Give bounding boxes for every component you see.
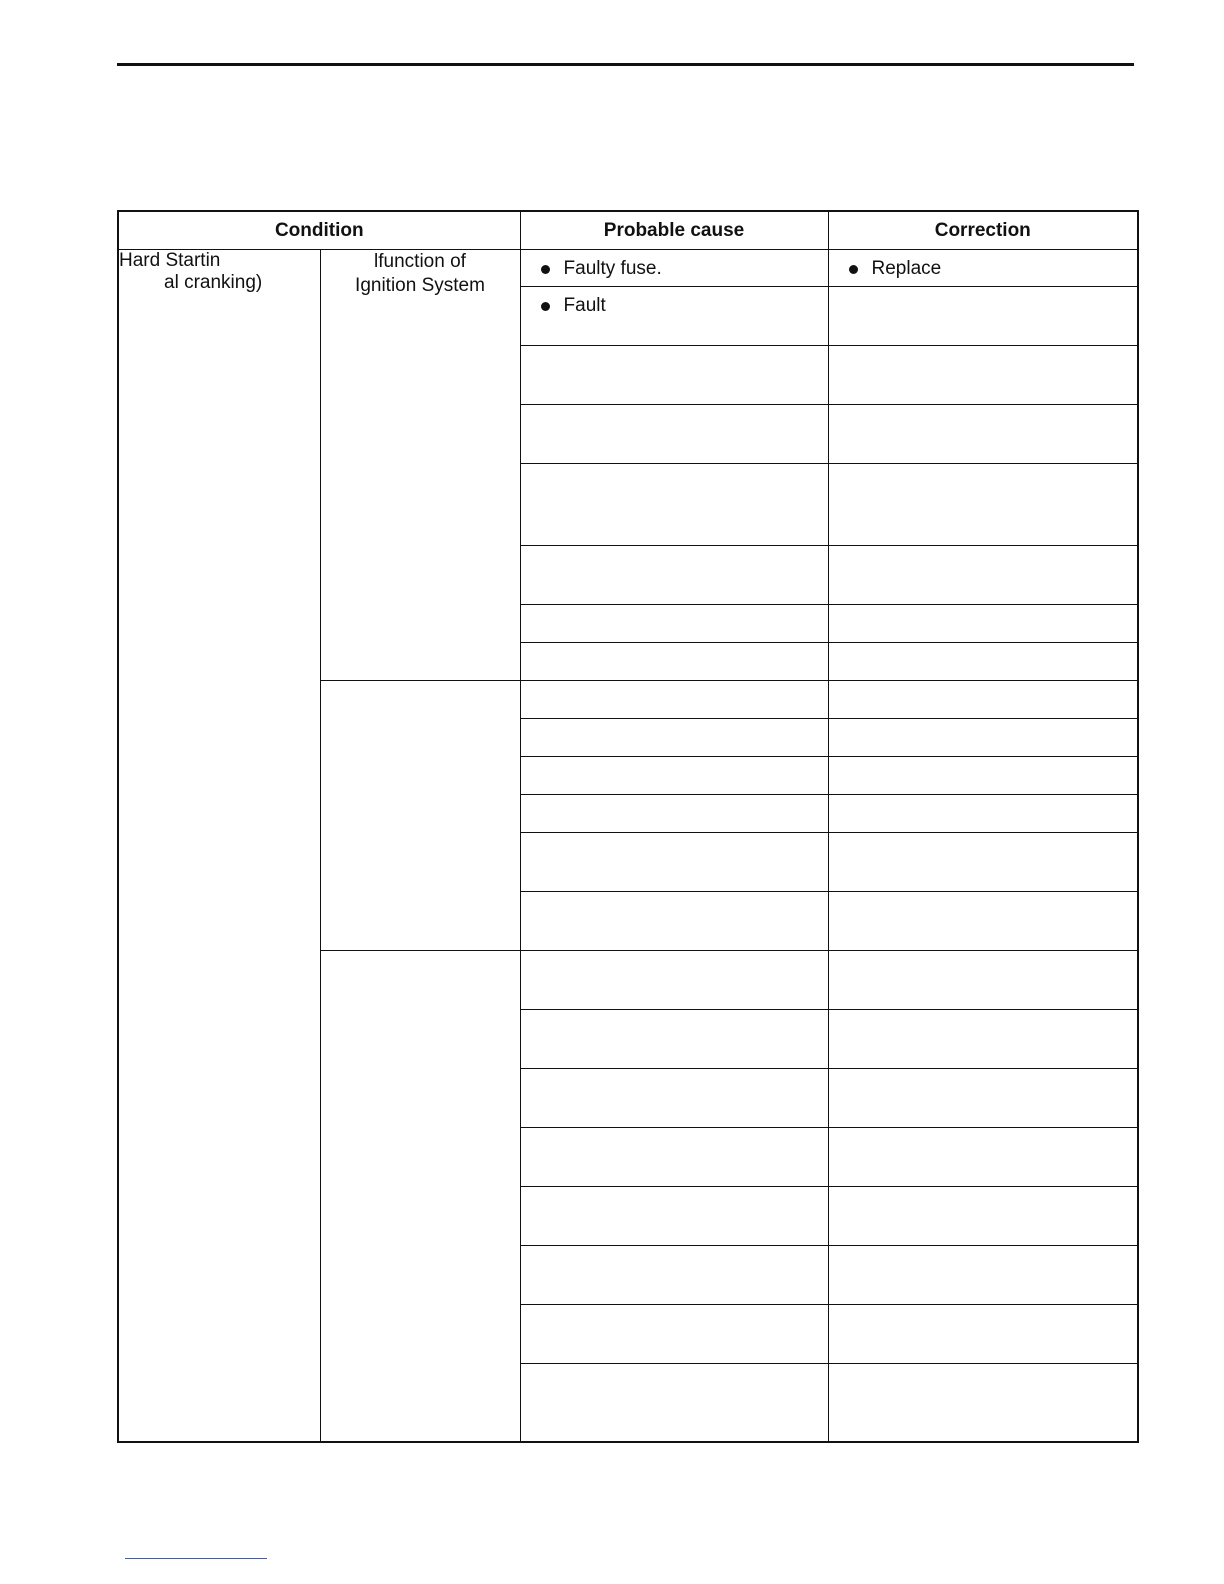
footer-link-underline — [125, 1558, 267, 1559]
cause-cell — [520, 346, 828, 405]
header-row — [118, 211, 1138, 250]
condition-main-line2: al cranking) — [164, 272, 263, 293]
header-correction: Correction — [828, 211, 1138, 250]
correction-cell — [828, 1187, 1138, 1246]
table-row — [118, 250, 1138, 287]
top-rule — [117, 63, 1134, 66]
header-probable-cause: Probable cause — [520, 211, 828, 250]
subcondition-1-line1: lfunction of — [374, 251, 466, 272]
correction-cell — [828, 1246, 1138, 1305]
correction-cell — [828, 405, 1138, 464]
correction-cell — [828, 681, 1138, 719]
cause-cell — [520, 605, 828, 643]
correction-cell — [828, 719, 1138, 757]
subcondition-cell-2 — [320, 681, 520, 951]
correction-cell — [828, 757, 1138, 795]
cause-cell — [520, 1128, 828, 1187]
correction-cell — [828, 605, 1138, 643]
cause-cell — [520, 892, 828, 951]
cause-cell — [520, 1069, 828, 1128]
correction-cell — [828, 1364, 1138, 1442]
correction-cell — [828, 951, 1138, 1010]
cause-cell — [520, 287, 828, 346]
correction-cell — [828, 643, 1138, 681]
correction-cell — [828, 287, 1138, 346]
cause-cell — [520, 250, 828, 287]
cause-cell — [520, 1187, 828, 1246]
cause-cell — [520, 833, 828, 892]
cause-cell — [520, 405, 828, 464]
cause-cell — [520, 643, 828, 681]
troubleshooting-table — [117, 210, 1139, 1443]
correction-cell — [828, 1010, 1138, 1069]
correction-cell — [828, 464, 1138, 546]
cause-text: Fault — [563, 295, 606, 316]
correction-cell — [828, 833, 1138, 892]
cause-cell — [520, 1010, 828, 1069]
correction-cell — [828, 250, 1138, 287]
subcondition-cell-1 — [320, 250, 520, 681]
cause-cell — [520, 1364, 828, 1442]
condition-main-line1: Hard Startin — [119, 250, 221, 271]
bullet-icon — [849, 265, 858, 274]
cause-cell — [520, 951, 828, 1010]
cause-cell — [520, 795, 828, 833]
cause-text: Faulty fuse. — [563, 258, 662, 279]
correction-text: Replace — [871, 258, 942, 279]
cause-cell — [520, 681, 828, 719]
header-condition: Condition — [118, 211, 520, 250]
condition-main-cell — [118, 250, 320, 1442]
subcondition-cell-3 — [320, 951, 520, 1442]
correction-cell — [828, 892, 1138, 951]
correction-cell — [828, 346, 1138, 405]
correction-cell — [828, 1069, 1138, 1128]
correction-cell — [828, 795, 1138, 833]
cause-cell — [520, 719, 828, 757]
bullet-icon — [541, 302, 550, 311]
cause-cell — [520, 757, 828, 795]
cause-cell — [520, 464, 828, 546]
correction-cell — [828, 546, 1138, 605]
correction-cell — [828, 1128, 1138, 1187]
correction-cell — [828, 1305, 1138, 1364]
cause-cell — [520, 546, 828, 605]
cause-cell — [520, 1246, 828, 1305]
subcondition-1-line2: Ignition System — [355, 275, 485, 296]
bullet-icon — [541, 265, 550, 274]
cause-cell — [520, 1305, 828, 1364]
